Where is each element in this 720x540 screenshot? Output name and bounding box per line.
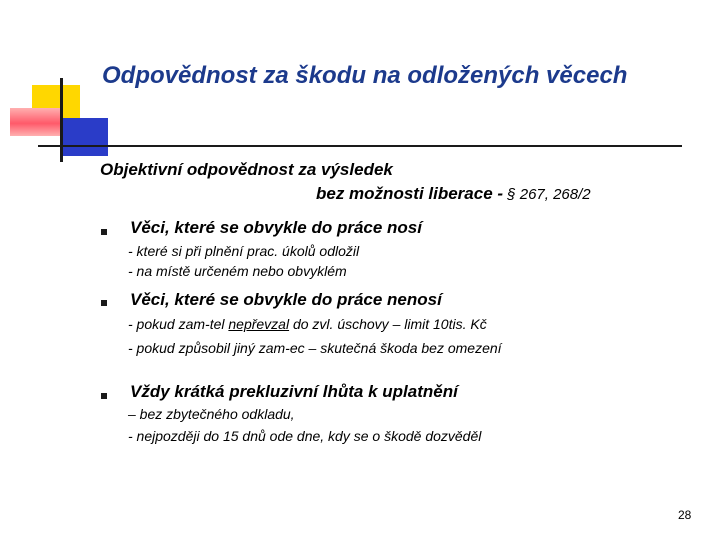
bullet-marker: [101, 229, 107, 235]
bullet-2-line-1-pre: - pokud zam-tel: [128, 316, 229, 332]
title-divider: [38, 145, 682, 147]
bullet-2-line-1: [128, 316, 487, 332]
bullet-1-line-2: - na místě určeném nebo obvyklém: [128, 263, 347, 279]
subtitle-line-1: Objektivní odpovědnost za výsledek: [100, 160, 393, 179]
bullet-3-line-2: - nejpozději do 15 dnů ode dne, kdy se o škodě dozvěděl: [128, 428, 482, 444]
bullet-marker: [101, 300, 107, 306]
subtitle-liberace: bez možnosti liberace -: [316, 184, 504, 203]
decor-vertical-line: [60, 78, 63, 162]
bullet-2-underlined-word: nepřevzal: [228, 316, 290, 332]
subtitle-law-reference: § 267, 268/2: [503, 186, 591, 203]
bullet-2-line-1-post: do zvl. úschovy – limit 10tis. Kč: [289, 316, 487, 332]
decor-blue-square: [62, 118, 108, 156]
bullet-1-line-1: - které si při plnění prac. úkolů odložil: [128, 243, 360, 259]
bullet-2-line-2: - pokud způsobil jiný zam-ec – skutečná škoda bez omezení: [128, 340, 502, 356]
bullet-heading-1: Věci, které se obvykle do práce nosí: [130, 218, 422, 237]
page-number: 28: [678, 508, 692, 522]
bullet-heading-3: Vždy krátká prekluzivní lhůta k uplatnění: [130, 382, 458, 401]
bullet-3-line-1: – bez zbytečného odkladu,: [128, 406, 295, 422]
bullet-marker: [101, 393, 107, 399]
decor-red-bar: [10, 108, 62, 136]
subtitle-line-2: [316, 184, 591, 204]
slide-title: Odpovědnost za škodu na odložených věcech: [102, 62, 628, 89]
bullet-heading-2: Věci, které se obvykle do práce nenosí: [130, 290, 442, 309]
